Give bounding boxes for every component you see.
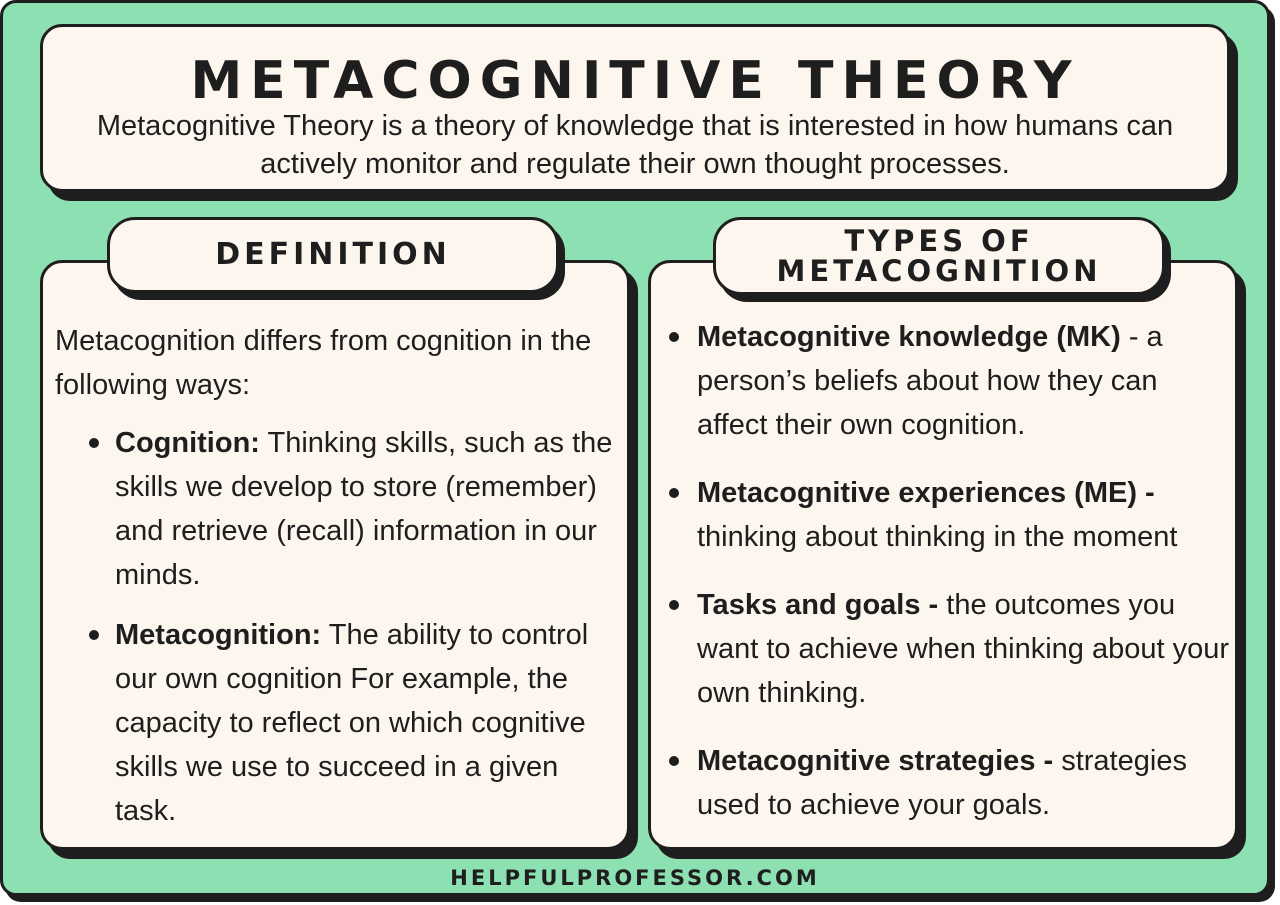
types-list [665,315,1235,827]
bullet-icon [669,600,679,610]
footer-site: HELPFULPROFESSOR.COM [450,866,820,890]
definition-content [55,319,615,849]
types-term: Metacognitive experiences (ME) - [697,477,1155,509]
types-text: the outcomes you want to achieve when thinking about your own thinking. [697,589,1230,709]
types-heading-tab [713,217,1165,295]
types-text: - a person’s beliefs about how they can affect their own cognition. [697,321,1163,441]
types-term: Metacognitive knowledge (MK) [697,321,1121,353]
types-item-experiences [665,471,1235,559]
definition-list [55,421,615,833]
types-item-tasks-goals [665,583,1235,715]
definition-item-cognition [55,421,615,597]
definition-panel [40,260,630,850]
definition-intro: Metacognition differs from cognition in the following ways: [55,325,592,401]
types-text: strategies used to achieve your goals. [697,745,1187,821]
bullet-icon [669,488,679,498]
types-heading-line1: TYPES OF [844,224,1034,258]
definition-item-metacognition [55,613,615,833]
definition-heading-tab [107,217,559,293]
types-heading-line2: METACOGNITION [776,254,1102,288]
types-term: Metacognitive strategies - [697,745,1054,777]
definition-term: Cognition: [115,427,260,459]
definition-heading: DEFINITION [215,237,451,272]
page-title: METACOGNITIVE THEORY [190,51,1080,111]
types-term: Tasks and goals - [697,589,939,621]
page-subtitle: Metacognitive Theory is a theory of knowledge that is interested in how humans can actively monitor and regulate their own thought processes. [96,110,1174,180]
bullet-icon [89,438,99,448]
bullet-icon [89,630,99,640]
types-panel [648,260,1238,850]
types-content [665,315,1235,851]
definition-term: Metacognition: [115,619,322,651]
types-item-strategies [665,739,1235,827]
title-card [40,24,1230,192]
bullet-icon [669,332,679,342]
bullet-icon [669,756,679,766]
definition-text: The ability to control our own cognition For example, the capacity to reflect on which cognitive skills we use to succeed in a given task. [115,619,589,827]
types-item-knowledge [665,315,1235,447]
definition-text: Thinking skills, such as the skills we develop to store (remember) and retrieve (recall) information in our minds. [115,427,613,591]
types-text: thinking about thinking in the moment [697,521,1178,553]
